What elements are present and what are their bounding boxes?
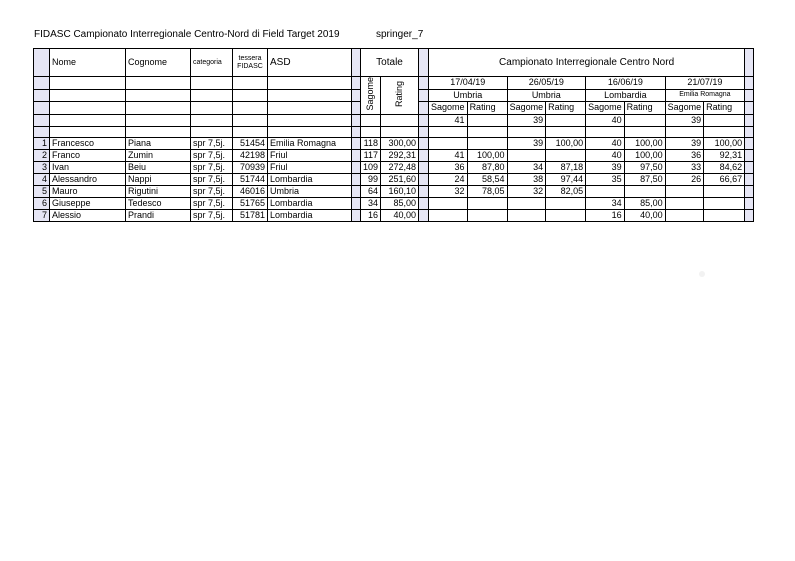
event-date: 26/05/19 (507, 77, 586, 90)
event-rating-cell: 87,80 (467, 161, 507, 173)
event-rating-cell: 100,00 (546, 137, 586, 149)
event-sagome-cell: 32 (507, 185, 546, 197)
separator-cell (352, 173, 361, 185)
separator-cell (745, 137, 754, 149)
separator-cell (745, 149, 754, 161)
event-region: Umbria (507, 89, 586, 102)
empty-cell (546, 126, 586, 137)
separator-cell (352, 185, 361, 197)
position-cell: 3 (34, 161, 50, 173)
empty-cell (50, 102, 126, 115)
event-sagome-cell (507, 197, 546, 209)
separator-cell (352, 114, 361, 126)
table-row (34, 137, 754, 149)
tessera-cell: 51454 (233, 137, 268, 149)
table-row (34, 161, 754, 173)
position-cell: 7 (34, 209, 50, 221)
position-cell: 5 (34, 185, 50, 197)
total-sagome-cell: 118 (361, 137, 381, 149)
total-rating-cell: 272,48 (381, 161, 419, 173)
sagome-subheader: Sagome (507, 102, 546, 115)
event-sagome-cell (429, 197, 468, 209)
separator-cell (419, 209, 429, 221)
event-sagome-cell (507, 209, 546, 221)
empty-cell (50, 126, 126, 137)
separator-cell (352, 149, 361, 161)
separator-cell (745, 185, 754, 197)
event-sagome-cell: 32 (429, 185, 468, 197)
event-sagome-cell (507, 149, 546, 161)
empty-cell (624, 114, 665, 126)
event-sagome-cell: 33 (665, 161, 704, 173)
event-sagome-cell: 40 (586, 137, 625, 149)
pos-cell (34, 114, 50, 126)
event-sagome-cell: 34 (507, 161, 546, 173)
separator-cell (352, 161, 361, 173)
categoria-cell: spr 7,5j. (191, 149, 233, 161)
event-sagome-cell (665, 197, 704, 209)
separator-cell (419, 77, 429, 90)
event-rating-cell: 97,44 (546, 173, 586, 185)
tessera-cell: 51781 (233, 209, 268, 221)
page-title: FIDASC Campionato Interregionale Centro-Nord di Field Target 2019 (34, 29, 340, 40)
event-date: 16/06/19 (586, 77, 666, 90)
empty-cell (704, 114, 745, 126)
empty-cell (546, 114, 586, 126)
rating-subheader: Rating (546, 102, 586, 115)
campionato-header: Campionato Interregionale Centro Nord (429, 49, 745, 77)
event-sagome-cell: 16 (586, 209, 625, 221)
separator-cell (745, 114, 754, 126)
empty-cell (126, 126, 191, 137)
event-rating-cell: 82,05 (546, 185, 586, 197)
separator-cell (419, 161, 429, 173)
empty-cell (268, 102, 352, 115)
event-sagome-cell: 38 (507, 173, 546, 185)
table-row (34, 173, 754, 185)
tessera-cell: 70939 (233, 161, 268, 173)
header-row (34, 49, 754, 77)
separator-cell (745, 102, 754, 115)
nome-cell: Giuseppe (50, 197, 126, 209)
separator-cell (745, 89, 754, 102)
asd-cell: Lombardia (268, 197, 352, 209)
separator-cell (745, 77, 754, 90)
empty-cell (191, 77, 233, 90)
event-sagome-cell (665, 209, 704, 221)
empty-cell (233, 126, 268, 137)
separator-cell (419, 185, 429, 197)
cognome-header: Cognome (126, 49, 191, 77)
rating-subheader: Rating (467, 102, 507, 115)
empty-cell (126, 102, 191, 115)
nome-header: Nome (50, 49, 126, 77)
tessera-header (233, 49, 268, 77)
decorative-dot (699, 271, 705, 277)
event-rating-cell: 100,00 (624, 137, 665, 149)
categoria-cell: spr 7,5j. (191, 197, 233, 209)
separator-cell (352, 89, 361, 102)
sagome-subheader: Sagome (665, 102, 704, 115)
event-rating-cell: 87,50 (624, 173, 665, 185)
results-table (33, 48, 754, 222)
pos-cell (34, 102, 50, 115)
event-rating-cell (624, 185, 665, 197)
event-rating-cell: 66,67 (704, 173, 745, 185)
tessera-cell: 46016 (233, 185, 268, 197)
separator-cell (419, 114, 429, 126)
total-sagome-cell: 16 (361, 209, 381, 221)
separator-cell (352, 209, 361, 221)
position-cell: 4 (34, 173, 50, 185)
total-sagome-cell: 99 (361, 173, 381, 185)
empty-cell (665, 126, 704, 137)
event-sagome-cell: 36 (429, 161, 468, 173)
event-region: Emilia Romagna (665, 89, 745, 102)
asd-cell: Lombardia (268, 173, 352, 185)
event-rating-cell: 100,00 (624, 149, 665, 161)
event-rating-cell: 100,00 (467, 149, 507, 161)
asd-cell: Emilia Romagna (268, 137, 352, 149)
separator-cell (745, 173, 754, 185)
separator-cell (745, 209, 754, 221)
event-rating-cell (546, 149, 586, 161)
categoria-cell: spr 7,5j. (191, 185, 233, 197)
event-sagome-cell: 36 (665, 149, 704, 161)
event-rating-cell: 78,05 (467, 185, 507, 197)
event-sagome-cell: 35 (586, 173, 625, 185)
empty-cell (361, 126, 381, 137)
rating-subheader: Rating (624, 102, 665, 115)
position-cell: 2 (34, 149, 50, 161)
separator-cell (419, 89, 429, 102)
event-rating-cell: 58,54 (467, 173, 507, 185)
total-sagome-cell: 34 (361, 197, 381, 209)
empty-cell (586, 126, 625, 137)
empty-cell (233, 77, 268, 90)
separator-cell (419, 137, 429, 149)
empty-cell (467, 114, 507, 126)
rating-subheader: Rating (704, 102, 745, 115)
total-rating-cell: 251,60 (381, 173, 419, 185)
rating-vertical-label: Rating (394, 80, 405, 107)
categoria-cell: spr 7,5j. (191, 173, 233, 185)
empty-cell (507, 126, 546, 137)
total-rating-cell: 85,00 (381, 197, 419, 209)
categoria-cell: spr 7,5j. (191, 209, 233, 221)
event-sagome-cell (665, 185, 704, 197)
cognome-cell: Zumin (126, 149, 191, 161)
empty-cell (268, 89, 352, 102)
event-rating-cell (467, 137, 507, 149)
event-rating-cell: 100,00 (704, 137, 745, 149)
event-region: Lombardia (586, 89, 666, 102)
event-rating-cell: 40,00 (624, 209, 665, 221)
event-sagome-cell: 39 (586, 161, 625, 173)
table-row (34, 209, 754, 221)
asd-cell: Lombardia (268, 209, 352, 221)
nome-cell: Ivan (50, 161, 126, 173)
event-max-sagome: 41 (429, 114, 468, 126)
empty-cell (50, 77, 126, 90)
cognome-cell: Nappi (126, 173, 191, 185)
separator-cell (419, 49, 429, 77)
empty-cell (233, 89, 268, 102)
rating-vertical-header (381, 77, 419, 115)
separator-cell (352, 197, 361, 209)
separator-cell (352, 77, 361, 90)
asd-header: ASD (268, 49, 352, 77)
separator-cell (745, 49, 754, 77)
event-rating-cell (704, 185, 745, 197)
separator-cell (352, 49, 361, 77)
event-sagome-cell (429, 209, 468, 221)
empty-cell (704, 126, 745, 137)
separator-cell (419, 102, 429, 115)
class-label: springer_7 (376, 29, 424, 40)
separator-cell (745, 126, 754, 137)
total-sagome-cell: 64 (361, 185, 381, 197)
nome-cell: Franco (50, 149, 126, 161)
nome-cell: Mauro (50, 185, 126, 197)
empty-cell (429, 126, 468, 137)
spacer-row (34, 126, 754, 137)
empty-cell (191, 102, 233, 115)
tessera-header-line2: FIDASC (237, 62, 263, 70)
event-sagome-cell (586, 185, 625, 197)
empty-cell (191, 114, 233, 126)
tessera-cell: 51765 (233, 197, 268, 209)
separator-cell (745, 197, 754, 209)
empty-cell (50, 114, 126, 126)
empty-cell (624, 126, 665, 137)
table-row (34, 197, 754, 209)
tessera-header-line1: tessera (238, 54, 262, 62)
event-sagome-cell: 39 (507, 137, 546, 149)
total-sagome-cell: 109 (361, 161, 381, 173)
event-rating-cell (704, 197, 745, 209)
event-max-sagome: 39 (507, 114, 546, 126)
pos-cell (34, 126, 50, 137)
pos-cell (34, 89, 50, 102)
event-rating-cell: 85,00 (624, 197, 665, 209)
total-rating-cell: 40,00 (381, 209, 419, 221)
cognome-cell: Beiu (126, 161, 191, 173)
event-sagome-cell: 24 (429, 173, 468, 185)
event-rating-cell (704, 209, 745, 221)
empty-cell (50, 89, 126, 102)
event-rating-cell (467, 209, 507, 221)
cognome-cell: Prandi (126, 209, 191, 221)
event-rating-cell: 97,50 (624, 161, 665, 173)
cognome-cell: Piana (126, 137, 191, 149)
empty-cell (268, 114, 352, 126)
separator-cell (419, 126, 429, 137)
totale-header: Totale (361, 49, 419, 77)
separator-cell (419, 173, 429, 185)
event-rating-cell: 84,62 (704, 161, 745, 173)
sagome-subheader: Sagome (429, 102, 468, 115)
empty-cell (126, 77, 191, 90)
separator-cell (352, 102, 361, 115)
empty-cell (381, 126, 419, 137)
position-cell: 1 (34, 137, 50, 149)
empty-cell (191, 89, 233, 102)
sagome-vertical-label: Sagome (365, 77, 376, 111)
event-rating-cell: 92,31 (704, 149, 745, 161)
separator-cell (419, 149, 429, 161)
event-max-sagome: 39 (665, 114, 704, 126)
empty-cell (268, 77, 352, 90)
event-region: Umbria (429, 89, 508, 102)
nome-cell: Alessandro (50, 173, 126, 185)
empty-cell (126, 89, 191, 102)
pos-cell (34, 77, 50, 90)
event-rating-cell: 87,18 (546, 161, 586, 173)
separator-cell (419, 197, 429, 209)
sagome-vertical-header (361, 77, 381, 115)
tessera-cell: 51744 (233, 173, 268, 185)
event-sagome-cell: 26 (665, 173, 704, 185)
sagome-subheader: Sagome (586, 102, 625, 115)
separator-cell (745, 161, 754, 173)
event-date: 17/04/19 (429, 77, 508, 90)
event-rating-cell (546, 209, 586, 221)
table-row (34, 185, 754, 197)
cognome-cell: Tedesco (126, 197, 191, 209)
asd-cell: Friul (268, 149, 352, 161)
event-sagome-cell: 41 (429, 149, 468, 161)
total-rating-cell: 300,00 (381, 137, 419, 149)
separator-cell (352, 126, 361, 137)
event-rating-cell (467, 197, 507, 209)
event-rating-cell (546, 197, 586, 209)
separator-cell (352, 137, 361, 149)
pos-header-cell (34, 49, 50, 77)
total-rating-cell: 160,10 (381, 185, 419, 197)
cognome-cell: Rigutini (126, 185, 191, 197)
categoria-cell: spr 7,5j. (191, 137, 233, 149)
asd-cell: Umbria (268, 185, 352, 197)
tessera-cell: 42198 (233, 149, 268, 161)
position-cell: 6 (34, 197, 50, 209)
empty-cell (361, 114, 381, 126)
event-sagome-cell: 39 (665, 137, 704, 149)
max-row (34, 114, 754, 126)
event-date: 21/07/19 (665, 77, 745, 90)
event-max-sagome: 40 (586, 114, 625, 126)
total-rating-cell: 292,31 (381, 149, 419, 161)
date-row (34, 77, 754, 90)
event-sagome-cell (429, 137, 468, 149)
categoria-cell: spr 7,5j. (191, 161, 233, 173)
empty-cell (268, 126, 352, 137)
categoria-header: categoria (191, 49, 233, 77)
event-sagome-cell: 34 (586, 197, 625, 209)
nome-cell: Alessio (50, 209, 126, 221)
empty-cell (467, 126, 507, 137)
event-sagome-cell: 40 (586, 149, 625, 161)
empty-cell (191, 126, 233, 137)
empty-cell (233, 102, 268, 115)
empty-cell (126, 114, 191, 126)
asd-cell: Friul (268, 161, 352, 173)
total-sagome-cell: 117 (361, 149, 381, 161)
empty-cell (233, 114, 268, 126)
nome-cell: Francesco (50, 137, 126, 149)
empty-cell (381, 114, 419, 126)
table-row (34, 149, 754, 161)
